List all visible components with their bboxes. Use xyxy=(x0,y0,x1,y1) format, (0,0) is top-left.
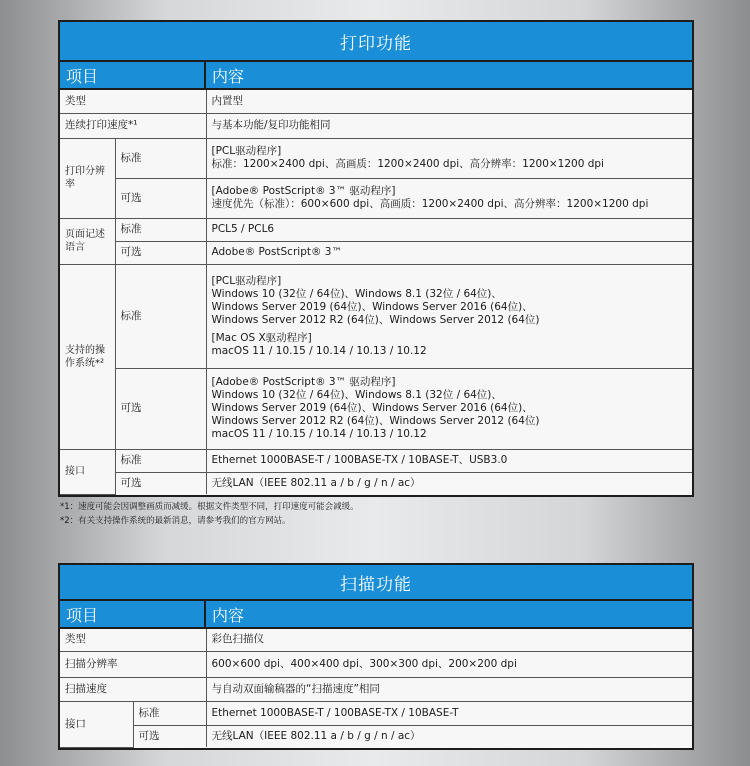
header-item: 项目 xyxy=(60,601,206,627)
text-line: Windows Server 2012 R2 (64位)、Windows Server 2012 (64位) xyxy=(211,415,540,427)
header-content: 内容 xyxy=(212,66,245,86)
row-value-speed: 与基本功能/复印功能相同 xyxy=(206,113,692,138)
text-line: 速度优先（标准）：600×600 dpi、高画质：1200×2400 dpi、高分辨率：1200×1200 dpi xyxy=(211,198,649,210)
table-row xyxy=(60,138,692,178)
os-optional-value xyxy=(206,368,692,449)
text-line: Windows 10 (32位 / 64位)、Windows 8.1 (32位 / 64位)、 xyxy=(211,287,502,300)
row-label-type: 类型 xyxy=(60,90,206,113)
sub-label-standard: 标准 xyxy=(115,138,206,178)
row-value-resolution: 600×600 dpi、400×400 dpi、300×300 dpi、200×200 dpi xyxy=(206,651,692,677)
text-line: macOS 11 / 10.15 / 10.14 / 10.13 / 10.12 xyxy=(211,428,427,440)
sub-label-standard: 标准 xyxy=(115,449,206,472)
table-row xyxy=(60,241,692,264)
row-label-speed: 连续打印速度*¹ xyxy=(60,113,206,138)
text-line: [Adobe® PostScript® 3™ 驱动程序] xyxy=(211,185,396,197)
sub-label-optional: 可选 xyxy=(115,368,206,449)
resolution-standard-value xyxy=(206,138,692,178)
table-row xyxy=(60,218,692,241)
sub-label-optional: 可选 xyxy=(115,241,206,264)
row-value-type: 彩色扫描仪 xyxy=(206,629,692,651)
table-row xyxy=(60,449,692,472)
text-line: [Adobe® PostScript® 3™ 驱动程序] xyxy=(211,376,396,388)
print-spec-panel xyxy=(58,20,694,497)
interface-standard-value: Ethernet 1000BASE-T / 100BASE-TX / 10BASE-T xyxy=(206,701,692,725)
print-panel-title: 打印功能 xyxy=(60,22,692,62)
text-line: Windows 10 (32位 / 64位)、Windows 8.1 (32位 / 64位)、 xyxy=(211,389,502,401)
scan-spec-panel xyxy=(58,563,694,750)
footnote-2: *2：有关支持操作系统的最新消息，请参考我们的官方网站。 xyxy=(60,516,291,526)
resolution-optional-value xyxy=(206,178,692,218)
row-label-os: 支持的操作系统*² xyxy=(60,264,115,449)
table-row xyxy=(60,264,692,368)
scan-panel-title: 扫描功能 xyxy=(60,565,692,601)
footnotes xyxy=(60,500,359,528)
sub-label-standard: 标准 xyxy=(115,218,206,241)
sub-label-optional: 可选 xyxy=(133,725,206,747)
interface-standard-value: Ethernet 1000BASE-T / 100BASE-TX / 10BASE-T、USB3.0 xyxy=(206,449,692,472)
footnote-1: *1：速度可能会因调整画质而减缓。根据文件类型不同，打印速度可能会减缓。 xyxy=(60,502,359,512)
text-line: Windows Server 2019 (64位)、Windows Server 2016 (64位)、 xyxy=(211,300,533,313)
text-line: Windows Server 2012 R2 (64位)、Windows Server 2012 (64位) xyxy=(211,313,540,326)
scan-table-header xyxy=(60,601,692,629)
pdl-standard-value: PCL5 / PCL6 xyxy=(206,218,692,241)
table-row xyxy=(60,629,692,651)
table-row xyxy=(60,677,692,701)
header-item: 项目 xyxy=(60,62,206,88)
row-label-resolution: 打印分辨率 xyxy=(60,138,115,218)
text-line: macOS 11 / 10.15 / 10.14 / 10.13 / 10.12 xyxy=(211,344,427,357)
sub-label-optional: 可选 xyxy=(115,178,206,218)
row-label-pdl: 页面记述语言 xyxy=(60,218,115,264)
text-line: [PCL驱动程序] xyxy=(211,274,282,287)
sub-label-standard: 标准 xyxy=(133,701,206,725)
row-value-type: 内置型 xyxy=(206,90,692,113)
table-row xyxy=(60,701,692,725)
print-spec-table xyxy=(60,90,692,495)
os-standard-value xyxy=(206,264,692,368)
scan-spec-table xyxy=(60,629,692,748)
text-line: [Mac OS X驱动程序] xyxy=(211,331,312,344)
row-label-type: 类型 xyxy=(60,629,206,651)
header-content: 内容 xyxy=(212,605,245,625)
table-row xyxy=(60,368,692,449)
row-label-resolution: 扫描分辨率 xyxy=(60,651,206,677)
row-label-speed: 扫描速度 xyxy=(60,677,206,701)
text-line: 标准：1200×2400 dpi、高画质：1200×2400 dpi、高分辨率：1200×1200 dpi xyxy=(211,158,604,170)
table-row xyxy=(60,113,692,138)
sub-label-standard: 标准 xyxy=(115,264,206,368)
sub-label-optional: 可选 xyxy=(115,472,206,494)
row-label-interface: 接口 xyxy=(60,449,115,494)
table-row xyxy=(60,472,692,494)
text-line: [PCL驱动程序] xyxy=(211,145,282,157)
table-row xyxy=(60,651,692,677)
interface-optional-value: 无线LAN（IEEE 802.11 a / b / g / n / ac） xyxy=(211,729,421,742)
row-label-interface: 接口 xyxy=(60,701,133,747)
pdl-optional-value: Adobe® PostScript® 3™ xyxy=(206,241,692,264)
table-row xyxy=(60,725,692,747)
row-value-speed: 与自动双面输稿器的“扫描速度”相同 xyxy=(206,677,692,701)
text-line: Windows Server 2019 (64位)、Windows Server 2016 (64位)、 xyxy=(211,402,533,414)
table-row xyxy=(60,90,692,113)
table-row xyxy=(60,178,692,218)
print-table-header xyxy=(60,62,692,90)
interface-optional-value: 无线LAN（IEEE 802.11 a / b / g / n / ac） xyxy=(211,476,421,489)
